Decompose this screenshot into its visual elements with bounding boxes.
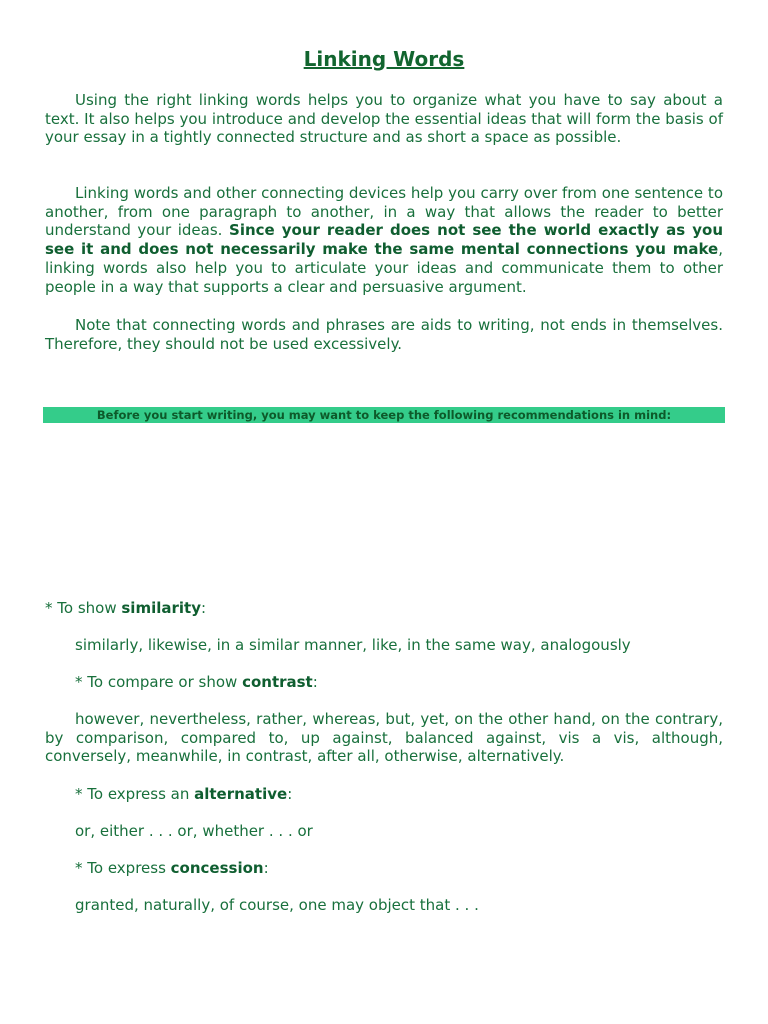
emphasis-text: Since your reader does not see the world exactly as you see it and does not necessarily make the same mental connections you make [45, 221, 723, 259]
contrast-words: however, nevertheless, rather, whereas, but, yet, on the other hand, on the contrary, by comparison, compared to, up against, balanced against, vis a vis, although, conversely, meanwhile, in contrast, after all, otherwise, alternatively. [45, 710, 723, 766]
heading-prefix: * To express [75, 859, 171, 877]
note-paragraph: Note that connecting words and phrases are aids to writing, not ends in themselves. Therefore, they should not be used excessively. [45, 316, 723, 353]
alternative-heading [75, 785, 292, 804]
heading-keyword: concession [170, 859, 264, 877]
heading-suffix: : [312, 673, 318, 691]
alternative-words: or, either . . . or, whether . . . or [75, 822, 313, 840]
heading-suffix: : [263, 859, 269, 877]
paragraph-text: , linking words also help you to articulate your ideas and communicate them to other people in a way that supports a clear and persuasive argument. [45, 240, 723, 296]
heading-keyword: contrast [242, 673, 313, 691]
similarity-words: similarly, likewise, in a similar manner, like, in the same way, analogously [75, 636, 631, 654]
page-title: Linking Words [303, 47, 465, 71]
heading-prefix: * To compare or show [75, 673, 243, 691]
heading-prefix: * To express an [75, 785, 195, 803]
heading-suffix: : [200, 599, 207, 617]
contrast-heading [75, 673, 318, 692]
concession-words: granted, naturally, of course, one may object that . . . [75, 896, 479, 914]
similarity-heading [45, 599, 206, 618]
heading-suffix: : [287, 785, 293, 803]
heading-prefix: * To show [45, 599, 122, 617]
connecting-devices-paragraph [45, 184, 723, 296]
heading-keyword: similarity [121, 599, 201, 617]
recommendations-banner: Before you start writing, you may want to keep the following recommendations in mind: [43, 407, 725, 423]
paragraph-text: Linking words and other connecting devices help you carry over from one sentence to another, from one paragraph to another, in a way that allows the reader to better understand your ideas. [45, 184, 723, 240]
heading-keyword: alternative [194, 785, 288, 803]
concession-heading [75, 859, 269, 878]
intro-paragraph: Using the right linking words helps you to organize what you have to say about a text. It also helps you introduce and develop the essential ideas that will form the basis of your essay in a tightly connected structure and as short a space as possible. [45, 91, 723, 147]
